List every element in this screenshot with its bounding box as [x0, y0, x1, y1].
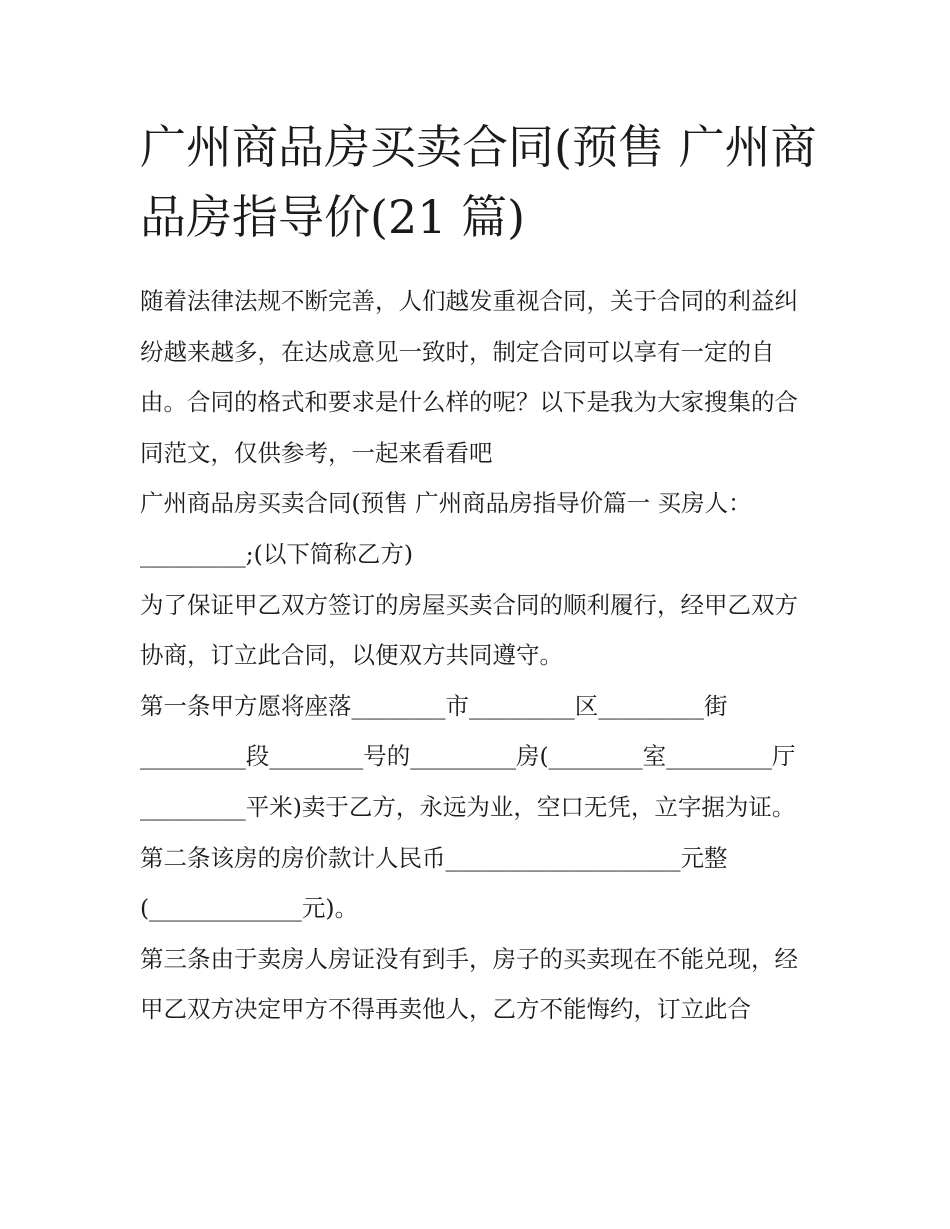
article-two: 第二条该房的房价款计人民币____________________元整(_____________元)。: [140, 843, 728, 923]
article-three: 第三条由于卖房人房证没有到手，房子的买卖现在不能兑现，经甲乙双方决定甲方不得再卖他人，乙方不能悔约，订立此合: [140, 944, 798, 1024]
purpose-paragraph: 为了保证甲乙双方签订的房屋买卖合同的顺利履行，经甲乙双方协商，订立此合同，以便双方共同遵守。: [140, 590, 798, 670]
article-one: 第一条甲方愿将座落________市_________区_________街_________段________号的_________房(________室_________厅_________平米)卖于乙方，永远为业，空口无凭，立字据为证。: [140, 691, 796, 821]
section-heading-buyer: 广州商品房买卖合同(预售 广州商品房指导价篇一 买房人：_________;(以下简称乙方): [140, 489, 752, 568]
intro-paragraph: 随着法律法规不断完善，人们越发重视合同，关于合同的利益纠纷越来越多，在达成意见一致时，制定合同可以享有一定的自由。合同的格式和要求是什么样的呢？以下是我为大家搜集的合同范文，仅供参考，一起来看看吧: [140, 287, 798, 467]
document-body: [140, 276, 820, 1035]
document-title: 广州商品房买卖合同(预售 广州商品房指导价(21 篇): [140, 120, 817, 244]
